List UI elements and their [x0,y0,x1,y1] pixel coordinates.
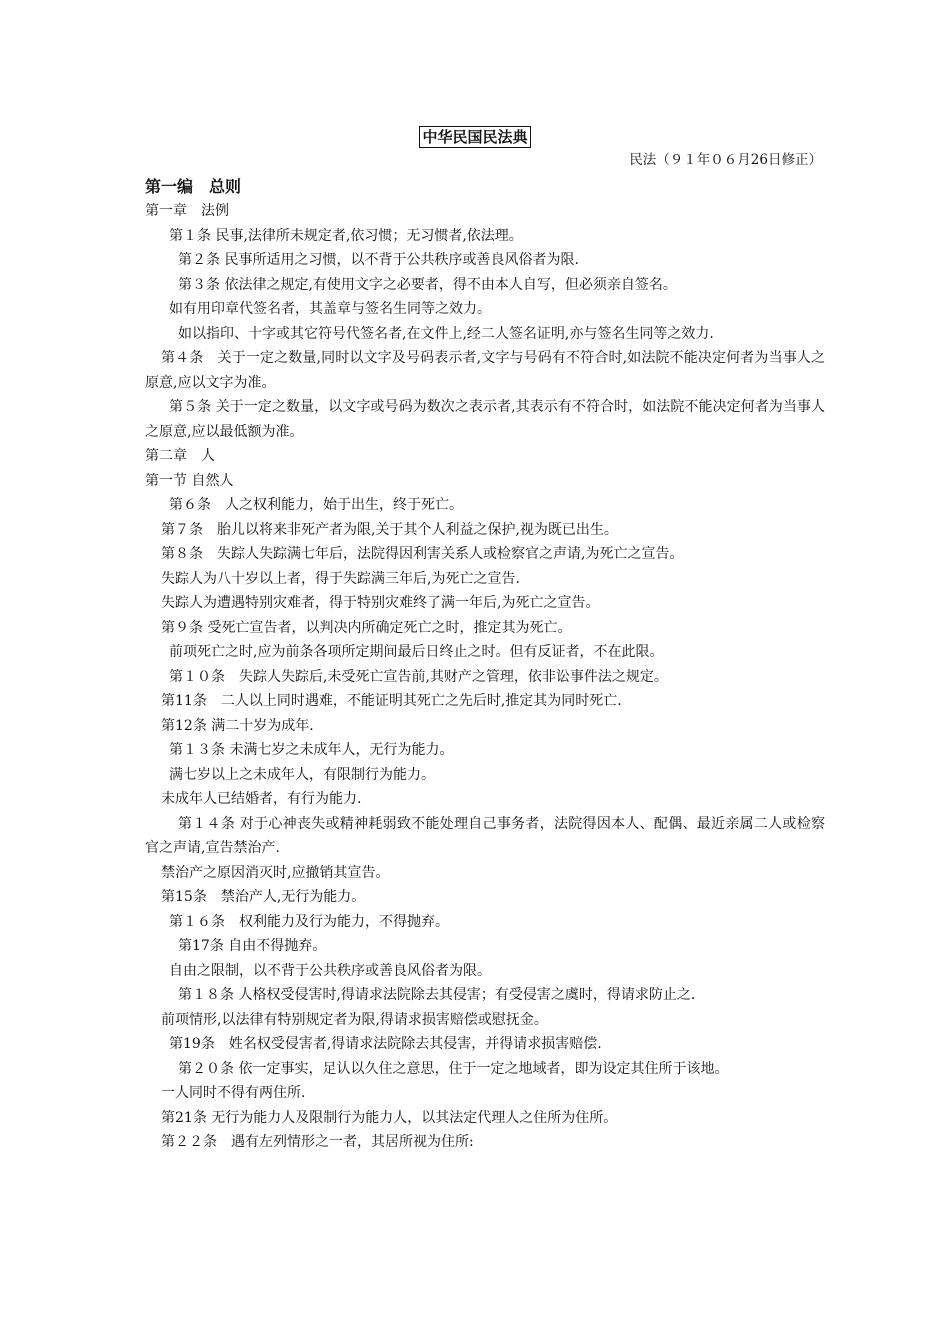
article-paragraph: 第１条 民事,法律所未规定者,依习惯；无习惯者,依法理。 [169,227,523,244]
article-paragraph: 第11条 二人以上同时遇难，不能证明其死亡之先后时,推定其为同时死亡. [161,693,622,709]
chapter-heading: 第一章 法例 [145,203,229,219]
article-paragraph: 第１８条 人格权受侵害时,得请求法院除去其侵害；有受侵害之虞时，得请求防止之. [178,987,696,1003]
article-paragraph: 第15条 禁治产人,无行为能力。 [161,889,366,905]
article-paragraph: 失踪人为八十岁以上者，得于失踪满三年后,为死亡之宣告. [161,570,520,587]
article-paragraph: 第17条 自由不得抛弃。 [178,938,327,954]
article-paragraph: 失踪人为遭遇特别灾难者，得于特别灾难终了满一年后,为死亡之宣告。 [161,595,600,611]
document-body [145,175,825,1155]
article-paragraph: 第５条 关于一定之数量，以文字或号码为数次之表示者,其表示有不符合时，如法院不能决定何者为当事人之原意,应以最低额为准。 [145,399,825,440]
article-paragraph: 第８条 失踪人失踪满七年后，法院得因利害关系人或检察官之声请,为死亡之宣告。 [161,546,684,562]
article-paragraph: 第１３条 未满七岁之未成年人，无行为能力。 [169,742,454,758]
article-paragraph: 第１６条 权利能力及行为能力，不得抛弃。 [169,913,449,930]
chapter-heading: 第二章 人 [145,448,215,464]
article-paragraph: 第２条 民事所适用之习惯，以不背于公共秩序或善良风俗者为限. [178,252,579,268]
article-paragraph: 前项情形,以法律有特别规定者为限,得请求损害赔偿或慰抚金。 [161,1011,548,1028]
article-paragraph: 如有用印章代签名者，其盖章与签名生同等之效力。 [169,301,491,317]
article-paragraph: 第４条 关于一定之数量,同时以文字及号码表示者,文字与号码有不符合时,如法院不能决定何者为当事人之原意,应以文字为准。 [145,350,825,391]
section-heading: 第一节 自然人 [145,472,234,489]
article-paragraph: 第２０条 依一定事实，足认以久住之意思，住于一定之地域者，即为设定其住所于该地。 [178,1060,729,1077]
article-paragraph: 第12条 满二十岁为成年. [161,717,314,734]
article-paragraph: 第６条 人之权利能力，始于出生，终于死亡。 [169,497,463,513]
article-paragraph: 第７条 胎儿以将来非死产者为限,关于其个人利益之保护,视为既已出生。 [161,521,618,538]
article-paragraph: 如以指印、十字或其它符号代签名者,在文件上,经二人签名证明,亦与签名生同等之效力. [178,325,714,342]
document-title-text: 中华民国民法典 [419,126,530,148]
article-paragraph: 第３条 依法律之规定,有使用文字之必要者，得不由本人自写，但必须亲自签名。 [178,276,677,293]
article-paragraph: 一人同时不得有两住所. [161,1085,306,1101]
article-paragraph: 第21条 无行为能力人及限制行为能力人，以其法定代理人之住所为住所。 [161,1109,618,1126]
article-paragraph: 第１０条 失踪人失踪后,未受死亡宣告前,其财产之管理，依非讼事件法之规定。 [169,668,668,685]
document-title [0,126,950,148]
article-paragraph: 第19条 姓名权受侵害者,得请求法院除去其侵害，并得请求损害赔偿. [169,1036,602,1052]
article-paragraph: 第９条 受死亡宣告者，以判决内所确定死亡之时，推定其为死亡。 [161,619,572,636]
article-paragraph: 第２２条 遇有左列情形之一者，其居所视为住所: [161,1134,474,1150]
article-paragraph: 前项死亡之时,应为前条各项所定期间最后日终止之时。但有反证者，不在此限。 [169,644,664,660]
article-paragraph: 未成年人已结婚者，有行为能力. [161,791,362,807]
article-paragraph: 第１４条 对于心神丧失或精神耗弱致不能处理自己事务者，法院得因本人、配偶、最近亲属二人或检察官之声请,宣告禁治产. [145,815,825,856]
article-paragraph: 自由之限制，以不背于公共秩序或善良风俗者为限。 [169,962,491,979]
revision-note: 民法（９１年０６月26日修正） [629,152,822,168]
part-heading: 第一编 总则 [145,177,242,196]
article-paragraph: 禁治产之原因消灭时,应撤销其宣告。 [161,864,390,881]
article-paragraph: 满七岁以上之未成年人，有限制行为能力。 [169,766,435,783]
